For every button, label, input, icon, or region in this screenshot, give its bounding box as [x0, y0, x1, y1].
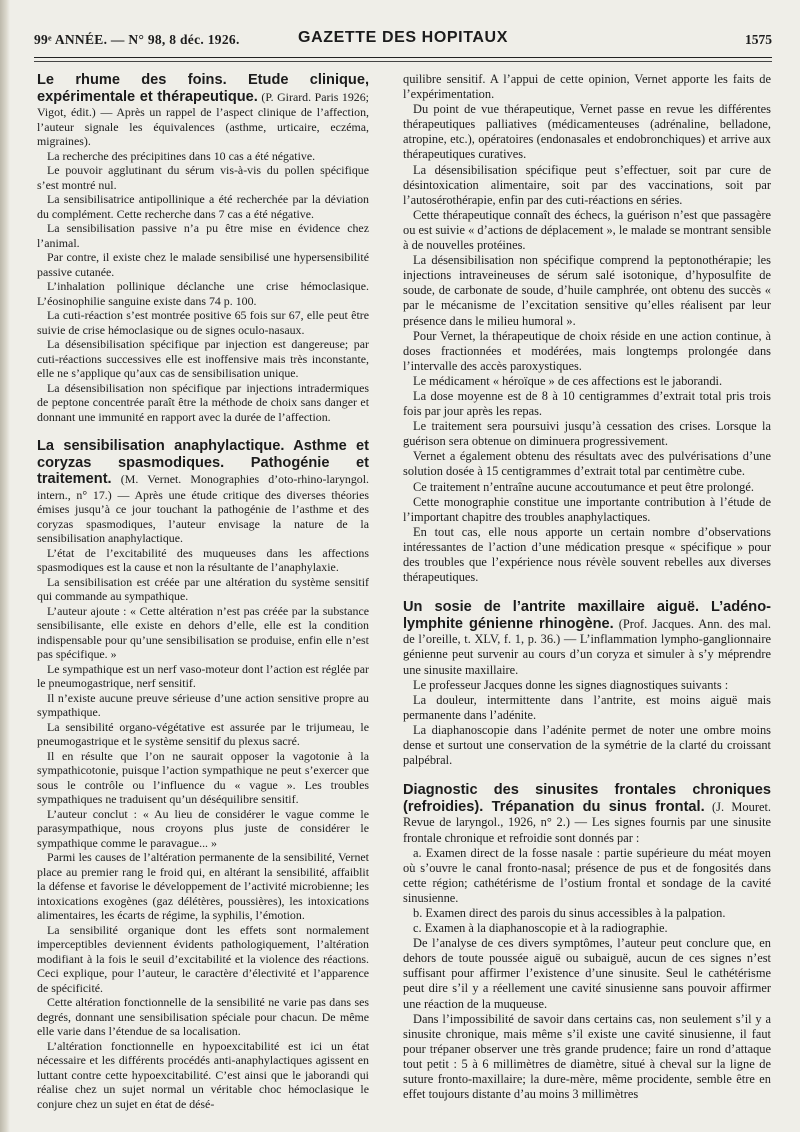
paragraph-text: Le pouvoir agglutinant du sérum vis-à-vis du pollen spécifique s’est montré nul. [37, 163, 369, 192]
paragraph [403, 374, 771, 389]
paragraph [403, 678, 771, 693]
paragraph [37, 163, 369, 192]
paragraph [403, 525, 771, 585]
paragraph [403, 495, 771, 525]
paragraph-text: L’inhalation pollinique déclanche une crise hémoclasique. L’éosinophilie sanguine existe dans 74 p. 100. [37, 279, 369, 308]
paragraph-text: Parmi les causes de l’altération permanente de la sensibilité, Vernet place au premier rang le froid qui, en altérant la sensibilité, affaiblit la défense et favorise le développement de l’activité microbienne; les intoxications exogènes (gaz délétères, poussières), les intoxications alimentaires, les écarts de régime, la syphilis, l’émotion. [37, 850, 369, 923]
paragraph [37, 221, 369, 250]
paragraph [403, 419, 771, 449]
paragraph-text: La désensibilisation non spécifique par injections intradermiques de peptone concentrée paraît être la méthode de choix sans danger et donnant une immunité en rapport avec la durée de l’affection. [37, 380, 369, 424]
paragraph-text: Le traitement sera poursuivi jusqu’à cessation des crises. Lorsque la guérison sera obtenue on diminuera progressivement. [403, 419, 771, 449]
running-header [34, 29, 772, 51]
paragraph-text: La sensibilisatrice antipollinique a été recherchée par la déviation du complément. Cette recherche dans 7 cas a été négative. [37, 192, 369, 221]
paragraph [37, 923, 369, 996]
article-title: Le rhume des foins. Etude clinique, expérimentale et thérapeutique. [37, 72, 369, 105]
paragraph [37, 149, 369, 164]
paragraph-text: L’inflammation lympho-ganglionnaire génienne peut survenir au cours d’un coryza et simuler à s’y méprendre une sinusite maxillaire. [403, 632, 771, 677]
paragraph [403, 936, 771, 1011]
paragraph [403, 723, 771, 768]
paragraph [37, 72, 369, 149]
paragraph-text: Ce traitement n’entraîne aucune accoutumance et peut être prolongé. [413, 479, 754, 494]
paragraph-text: La sensibilité organo-végétative est assurée par le trijumeau, le pneumogastrique et le système sensitif du plexus sacré. [37, 719, 369, 749]
paragraph [37, 807, 369, 851]
paragraph [403, 163, 771, 208]
paragraph [403, 208, 771, 253]
paragraph-text: La désensibilisation spécifique peut s’effectuer, soit par cure de désintoxication alimentaire, soit par des vaccinations, soit par l’autosérothérapie, enfin par des cuti-réactions en séries. [403, 162, 771, 207]
paragraph-text: La douleur, intermittente dans l’antrite, est moins aiguë mais permanente dans l’adénite. [403, 692, 771, 722]
paragraph [37, 337, 369, 381]
paragraph-text: Cette thérapeutique connaît des échecs, la guérison n’est que passagère ou est suivie « d’actions de déplacement », le malade se montrant sensible à de nouvelles protéines. [403, 207, 771, 253]
paragraph-text: Après une étude critique des diverses théories émises jusqu’à ce jour touchant la pathogénie de l’asthme et des coryzas spasmodiques, l’auteur envisage la nature de la sensibilisation anaphylactique. [37, 487, 369, 546]
paragraph [403, 480, 771, 495]
paragraph-text: La désensibilisation spécifique par injection est dangereuse; par cuti-réactions successives elle est inoffensive mais très inconstante, elle ne s’applique qu’aux cas de sensibilisation unique. [37, 337, 369, 381]
paragraph [37, 662, 369, 691]
issue-info: 99ᵉ ANNÉE. — N° 98, 8 déc. 1926. [34, 32, 240, 47]
paragraph-text: c. Examen à la diaphanoscopie et à la radiographie. [413, 921, 668, 936]
paragraph [403, 449, 771, 479]
header-rule [34, 57, 772, 58]
paragraph-text: Cette monographie constitue une importante contribution à l’étude de l’important chapitre des troubles anaphylactiques. [403, 494, 771, 524]
article-reference: (M. Vernet. Monographies d’oto-rhino-laryngol. intern., n° 17.) — [37, 472, 369, 502]
paragraph-text: L’altération fonctionnelle en hypoexcitabilité est ici un état nécessaire et les différents procédés anti-anaphylactiques agissent en luttant contre cette hypoexcitabilité. C’est ainsi que le jaborandi qui réalise chez un sujet normal un véritable choc hémoclasique le conjure chez un sujet en état de désé- [37, 1038, 369, 1111]
paragraph [37, 720, 369, 749]
paragraph-text: La sensibilisation passive n’a pu être mise en évidence chez l’animal. [37, 221, 369, 250]
article-reference: (J. Mouret. Revue de laryngol., 1926, n° 2.) — [403, 799, 771, 830]
paragraph-text: Le médicament « héroïque » de ces affections est le jaborandi. [413, 373, 723, 388]
paragraph [37, 604, 369, 662]
paragraph [403, 1012, 771, 1103]
paragraph-text: Dans l’impossibilité de savoir dans certains cas, non seulement s’il y a sinusite chronique, mais même s’il existe une cavité sinusienne, il faut pour trépaner observer une très grande prudence; faire un rond d’attaque tout petit : 5 à 6 millimètres de diamètre, situé à cheval sur la ligne de suture fronto-maxillaire; la dure-mère, même procidente, semble être en effet toujours distante d’au moins 3 millimètres [403, 1011, 771, 1102]
article [403, 782, 771, 1102]
paragraph-text: La dose moyenne est de 8 à 10 centigrammes d’extrait total pris trois fois par jour après les repas. [403, 388, 771, 419]
paragraph [403, 846, 771, 906]
paragraph [37, 546, 369, 575]
article-title: La sensibilisation anaphylactique. Asthme et coryzas spasmodiques. Pathogénie et traitement. [37, 438, 369, 488]
paragraph [37, 250, 369, 279]
paragraph-text: quilibre sensitif. A l’appui de cette opinion, Vernet apporte les faits de l’expérimentation. [403, 72, 771, 102]
paragraph-text: b. Examen direct des parois du sinus accessibles à la palpation. [413, 905, 726, 920]
paragraph-text: Pour Vernet, la thérapeutique de choix réside en une action continue, à doses fractionnées et modérées, mais longtemps prolongée dans l’intervalle des accès paroxystiques. [403, 328, 771, 373]
article-title: Un sosie de l’antrite maxillaire aiguë. L’adéno-lymphite génienne rhinogène. [403, 599, 771, 632]
article [37, 72, 369, 424]
article-continued [403, 72, 771, 585]
article [37, 438, 369, 1111]
paragraph [37, 381, 369, 425]
article-reference: (Prof. Jacques. Ann. des mal. de l’oreille, t. XLV, f. 1, p. 36.) — [403, 616, 771, 647]
paragraph [403, 102, 771, 162]
paragraph-text: L’état de l’excitabilité des muqueuses dans les affections spasmodiques est la cause et non la résultante de l’anaphylaxie. [37, 545, 369, 575]
paragraph-text: La sensibilité organique dont les effets sont normalement imperceptibles deviennent évidents pathologiquement, l’altération modifiant à la fois le seuil d’excitabilité et la violence des réactions. Ceci explique, pour l’auteur, le caractère d’électivité et l’apparence de spécificité. [37, 922, 369, 995]
paragraph [403, 906, 771, 921]
paragraph-text: La diaphanoscopie dans l’adénite permet de noter une ombre moins dense et surtout une conservation de la symétrie de la clarté du croissant palpébral. [403, 722, 771, 768]
paragraph [403, 253, 771, 328]
header-rule-thin [34, 61, 772, 62]
paragraph [403, 329, 771, 374]
paragraph [37, 1039, 369, 1112]
paragraph [37, 279, 369, 308]
article [403, 599, 771, 768]
paragraph [37, 691, 369, 720]
paragraph [37, 308, 369, 337]
left-column [37, 72, 369, 1120]
page-binding-edge [0, 0, 10, 1132]
paragraph-text: a. Examen direct de la fosse nasale : partie supérieure du méat moyen où s’ouvre le canal fronto-nasal; présence de pus et de fongosités dans cette région; cathétérisme de l’ostium frontal et sondage de la cavité sinusienne. [403, 845, 771, 905]
paragraph-text: Du point de vue thérapeutique, Vernet passe en revue les différentes thérapeutiques palliatives (médicamenteuses (adrénaline, belladone, atropine, etc.), opératoires (endonasales et endobronchiques) et arrive aux thérapeutiques curatives. [403, 102, 771, 162]
paragraph-text: Le professeur Jacques donne les signes diagnostiques suivants : [413, 677, 729, 692]
journal-title: GAZETTE DES HOPITAUX [298, 29, 508, 46]
paragraph [403, 921, 771, 936]
paragraph-text: Après un rappel de l’aspect clinique de l’affection, l’auteur signale les équivalences (asthme, urticaire, eczéma, migraines). [37, 105, 369, 149]
paragraph-text: Les signes fournis par une sinusite frontale chronique et refroidie sont donnés par : [403, 815, 772, 845]
paragraph-text: Il n’existe aucune preuve sérieuse d’une action sensitive propre au sympathique. [37, 690, 369, 720]
paragraph [37, 749, 369, 807]
article-title: Diagnostic des sinusites frontales chroniques (refroidies). Trépanation du sinus frontal. [403, 782, 771, 815]
paragraph [403, 693, 771, 723]
paragraph [37, 192, 369, 221]
paragraph [403, 389, 771, 419]
paragraph [37, 995, 369, 1039]
paragraph-text: L’auteur conclut : « Au lieu de considérer le vague comme le parasympathique, nous croyons plus juste de considérer le sympathique comme le paravague... » [37, 806, 369, 850]
paragraph-text: Il en résulte que l’on ne saurait opposer la vagotonie à la sympathicotonie, puisque l’action sympathique ne peut s’exercer que sous le contrôle ou l’influence du « vague ». Les troubles sympathiques ne traduisent qu’un déséquilibre sensitif. [37, 748, 369, 807]
paragraph-text: La recherche des précipitines dans 10 cas a été négative. [47, 148, 316, 163]
paragraph [37, 850, 369, 923]
paragraph-text: Cette altération fonctionnelle de la sensibilité ne varie pas dans ses degrés, donnant une sensibilisation spéciale pour chacun. De même elle varie dans l’étendue de sa localisation. [37, 995, 369, 1039]
paragraph [403, 599, 771, 677]
paragraph-text: En tout cas, elle nous apporte un certain nombre d’observations intéressantes de l’action d’une médication presque « spécifique » pour des troubles que l’expérience nous révèle souvent rebelles aux diverses thérapeutiques. [403, 524, 771, 585]
paragraph [403, 72, 771, 102]
paragraph [37, 575, 369, 604]
paragraph-text: Par contre, il existe chez le malade sensibilisé une hypersensibilité passive cutanée. [37, 250, 369, 279]
right-column [403, 72, 771, 1111]
paragraph-text: De l’analyse de ces divers symptômes, l’auteur peut conclure que, en dehors de toute poussée aiguë ou subaiguë, aucun de ces signes n’est suffisant pour affirmer l’existence d’une sinusite. Seul le cathétérisme peut dire s’il y a réellement une cavité sinusienne sans pouvoir affirmer une réaction de la muqueuse. [403, 936, 771, 1011]
paragraph-text: La désensibilisation non spécifique comprend la peptonothérapie; les injections intraveineuses de sérum salé isotonique, d’hyposulfite de soude, de carbonate de soude, d’huile camphrée, ont obtenu des succès « par le mécanisme de l’excitation sensitive qu’elles réalisent par leur présence dans le milieu humoral ». [403, 253, 771, 328]
paragraph [37, 438, 369, 546]
page-number: 1575 [745, 32, 772, 47]
article-reference: (P. Girard. Paris 1926; Vigot, édit.) — [37, 89, 369, 120]
paragraph-text: La cuti-réaction s’est montrée positive 65 fois sur 67, elle peut être suivie de crise hémoclasique ou de signes oculo-nasaux. [37, 308, 369, 337]
paragraph-text: La sensibilisation est créée par une altération du système sensitif qui commande au sympathique. [37, 574, 369, 604]
paragraph-text: Vernet a également obtenu des résultats avec des pulvérisations d’une solution dosée à 15 centigrammes d’extrait total par centimètre cube. [403, 449, 771, 479]
paragraph-text: L’auteur ajoute : « Cette altération n’est pas créée par la substance sensibilisante, elle existe en dehors d’elle, elle est la condition indispensable pour qu’une sensibilisation se produise, enfin elle n’est pas spécifique. » [37, 603, 369, 662]
paragraph-text: Le sympathique est un nerf vaso-moteur dont l’action est réglée par le pneumogastrique, nerf sensitif. [37, 661, 369, 691]
paragraph [403, 782, 771, 845]
